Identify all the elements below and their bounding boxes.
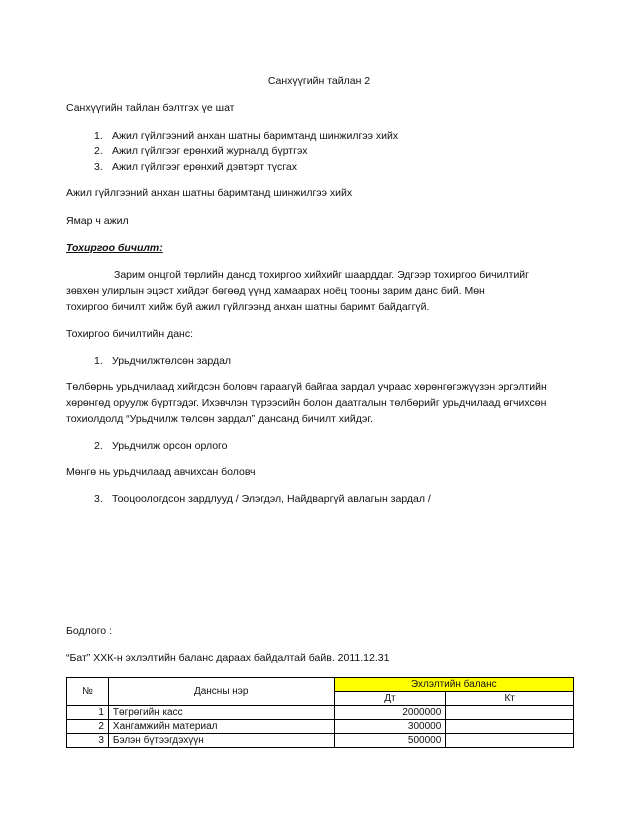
adjusting-heading: Тохиргоо бичилт: (66, 242, 163, 254)
step-text: Ажил гүйлгээг ерөнхий журналд бүртгэх (112, 145, 308, 157)
account-item-2 (94, 440, 228, 453)
table-row (67, 734, 574, 748)
row-account-name: Төгрөгийн касс (108, 706, 334, 720)
step-item-3 (94, 161, 297, 174)
table-row (67, 720, 574, 734)
header-no: № (67, 678, 109, 706)
step-item-1 (94, 130, 398, 143)
step-number: 1. (94, 130, 103, 142)
row-account-name: Бэлэн бүтээгдэхүүн (108, 734, 334, 748)
step-number: 3. (94, 161, 103, 173)
account-item-3 (94, 493, 431, 506)
item-text: Урьдчилжтөлсөн зардал (112, 355, 232, 367)
header-account-name: Дансны нэр (108, 678, 334, 706)
item1-para-line-2: хөрөнгөд оруулж бүртгэдэг. Ихэвчлэн түрээсийн болон даатгалын төлбөрийг урьдчилаад өгчихсөн (66, 397, 547, 409)
adjusting-para-line-2: зөвхөн улирлын эцэст хийдэг бөгөөд үүнд хамаарах ноёц тооны зарим данс бий. Мөн (66, 285, 485, 297)
row-no: 1 (67, 706, 109, 720)
row-account-name: Хангамжийн материал (108, 720, 334, 734)
steps-heading: Санхүүгийн тайлан бэлтгэх үе шат (66, 102, 235, 114)
item2-para: Мөнгө нь урьдчилаад авчихсан боловч (66, 466, 256, 478)
item-text: Урьдчилж орсон орлого (112, 440, 228, 452)
item1-para-line-1: Төлбөрнь урьдчилаад хийгдсэн боловч гараагүй байгаа зардал учраас хөрөнгөгэжүүзэн эргэлтийн (66, 381, 547, 393)
row-debit: 500000 (334, 734, 446, 748)
step-text: Ажил гүйлгээг ерөнхий дэвтэрт түсгах (112, 161, 297, 173)
adjusting-para-line-1: Зарим онцгой төрлийн дансд тохиргоо хийхийг шаарддаг. Эдгээр тохиргоо бичилтийг (114, 269, 530, 281)
item-number: 2. (94, 440, 103, 452)
step-item-2 (94, 145, 307, 158)
header-opening-balance: Эхлэлтийн баланс (334, 678, 574, 692)
step-number: 2. (94, 145, 103, 157)
row-credit (446, 734, 574, 748)
row-debit: 300000 (334, 720, 446, 734)
page-title: Санхүүгийн тайлан 2 (267, 75, 371, 87)
row-debit: 2000000 (334, 706, 446, 720)
problem-heading: Бодлого : (66, 625, 112, 637)
header-debit: Дт (334, 692, 446, 706)
account-item-1 (94, 355, 231, 368)
table-row (67, 706, 574, 720)
any-transaction-text: Ямар ч ажил (66, 215, 129, 227)
row-credit (446, 706, 574, 720)
item-text: Тооцоологдсон зардлууд / Элэгдэл, Найдваргүй авлагын зардал / (112, 493, 431, 505)
item-number: 1. (94, 355, 103, 367)
step-text: Ажил гүйлгээний анхан шатны баримтанд шинжилгээ хийх (112, 130, 399, 142)
row-no: 2 (67, 720, 109, 734)
adjusting-para-line-3: тохиргоо бичилт хийж буй ажил гүйлгээнд анхан шатны баримт байдаггүй. (66, 301, 430, 313)
header-credit: Кт (446, 692, 574, 706)
item1-para-line-3: тохиолдолд “Урьдчилж төлсөн зардал” дансанд бичилт хийдэг. (66, 413, 373, 425)
row-no: 3 (67, 734, 109, 748)
accounts-heading: Тохиргоо бичилтийн данс: (66, 328, 193, 340)
problem-text: “Бат” ХХК-н эхлэлтийн баланс дараах байдалтай байв. 2011.12.31 (66, 652, 390, 664)
row-credit (446, 720, 574, 734)
item-number: 3. (94, 493, 103, 505)
analysis-heading: Ажил гүйлгээний анхан шатны баримтанд шинжилгээ хийх (66, 187, 353, 199)
opening-balance-table (66, 677, 574, 748)
